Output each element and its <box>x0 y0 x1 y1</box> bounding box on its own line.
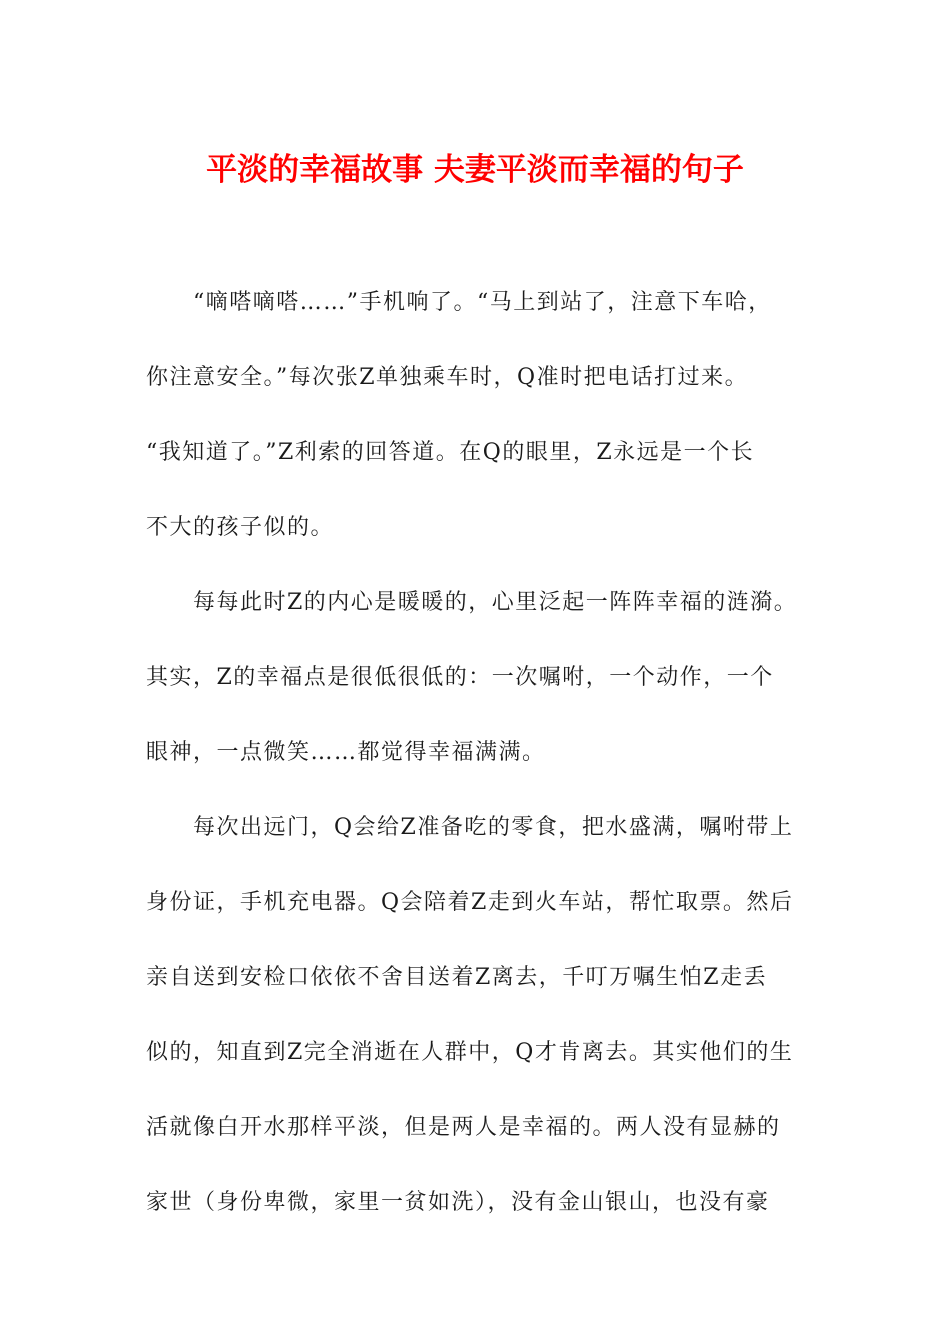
text-line: 每次出远门，Q会给Z准备吃的零食，把水盛满，嘱咐带上 <box>193 815 794 840</box>
text-line: 家世（身份卑微，家里一贫如洗），没有金山银山，也没有豪 <box>146 1190 770 1215</box>
document-body <box>146 281 810 1256</box>
text-line: 似的，知直到Z完全消逝在人群中，Q才肯离去。其实他们的生 <box>146 1040 794 1065</box>
text-line: 其实，Z的幸福点是很低很低的：一次嘱咐，一个动作，一个 <box>146 665 774 690</box>
text-line: 亲自送到安检口依依不舍目送着Z离去，千叮万嘱生怕Z走丢 <box>146 965 768 990</box>
text-line: “我知道了。”Z利索的回答道。在Q的眼里，Z永远是一个长 <box>146 440 755 465</box>
text-line: “嘀嗒嘀嗒……”手机响了。“马上到站了，注意下车哈， <box>193 290 772 315</box>
text-line: 眼神，一点微笑……都觉得幸福满满。 <box>146 740 546 765</box>
text-line: 你注意安全。”每次张Z单独乘车时，Q准时把电话打过来。 <box>146 365 749 390</box>
text-line: 每每此时Z的内心是暖暖的，心里泛起一阵阵幸福的涟漪。 <box>193 590 798 615</box>
text-line: 活就像白开水那样平淡，但是两人是幸福的。两人没有显赫的 <box>146 1115 781 1140</box>
document-title: 平淡的幸福故事 夫妻平淡而幸福的句子 <box>206 152 744 188</box>
text-line: 不大的孩子似的。 <box>146 515 335 540</box>
text-line: 身份证，手机充电器。Q会陪着Z走到火车站，帮忙取票。然后 <box>146 890 794 915</box>
